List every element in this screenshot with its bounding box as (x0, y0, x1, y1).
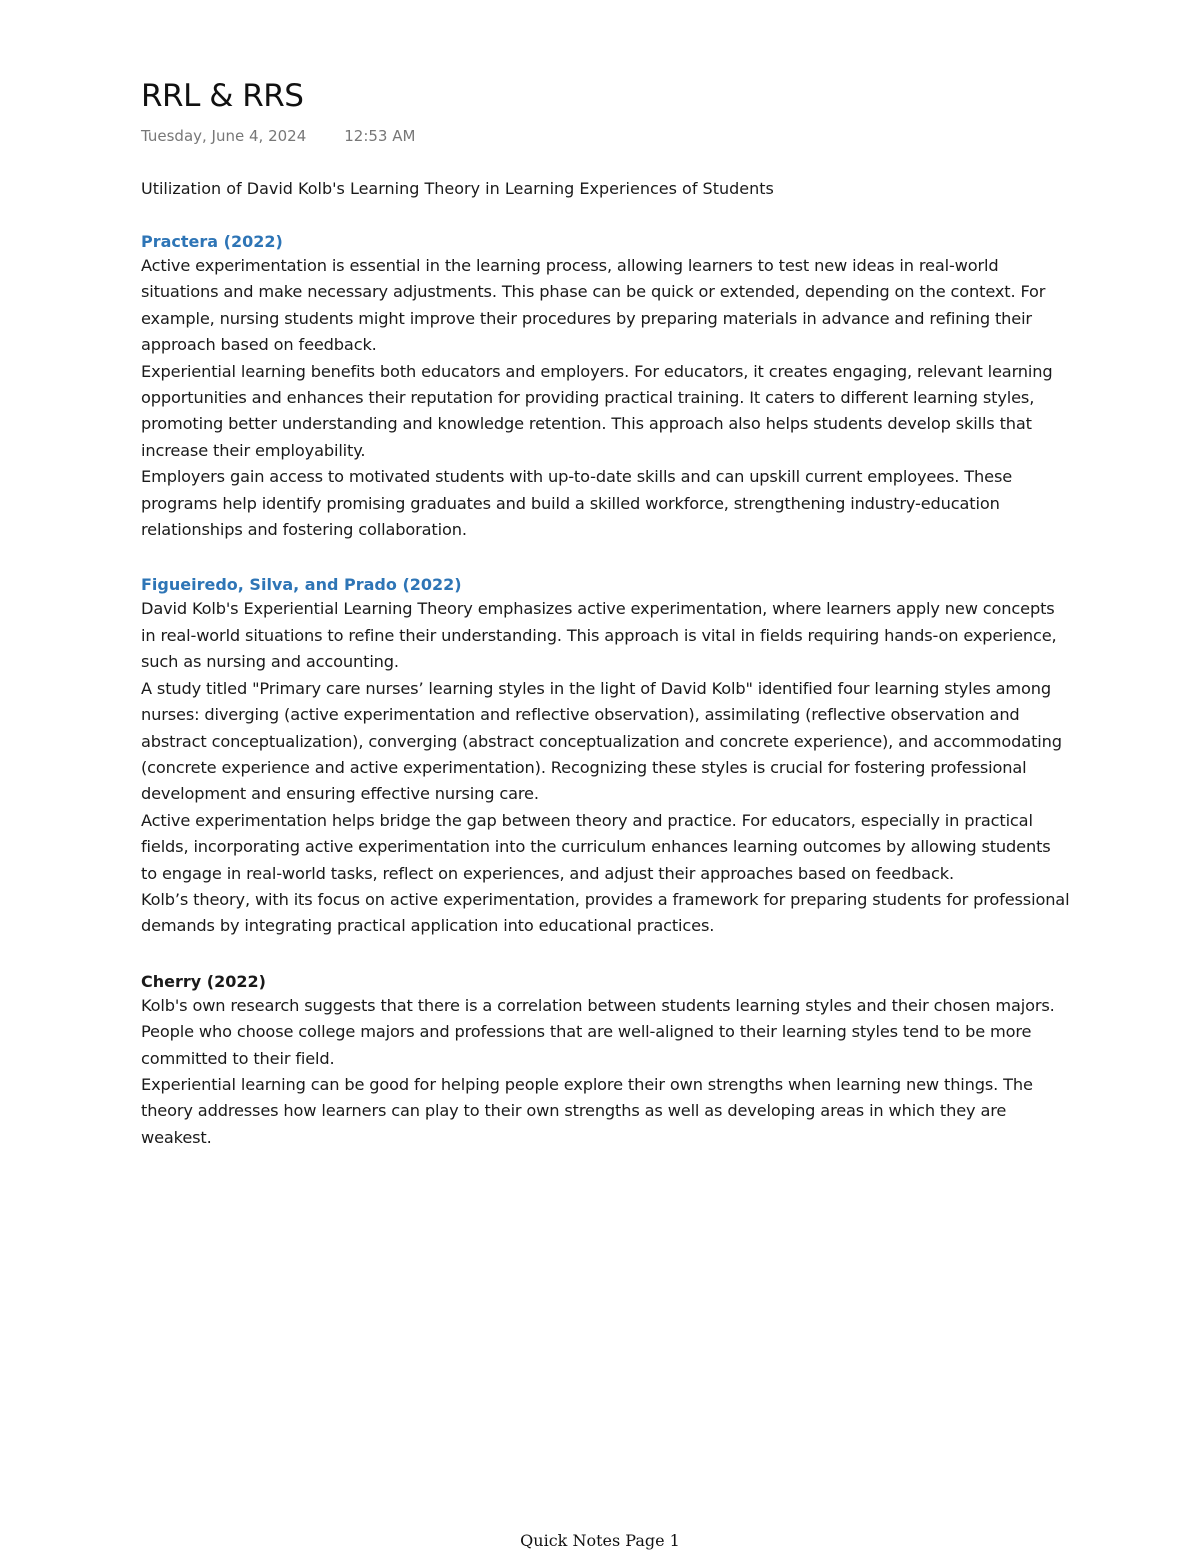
paragraph: Experiential learning can be good for helping people explore their own strengths when learning new things. The theory addresses how learners can play to their own strengths as well as developing areas in which they are weakest. (141, 1074, 1033, 1147)
paragraph: Kolb’s theory, with its focus on active experimentation, provides a framework for preparing students for professional demands by integrating practical application into educational practices. (141, 889, 1070, 936)
paragraph: Active experimentation is essential in the learning process, allowing learners to test new ideas in real-world situations and make necessary adjustments. This phase can be quick or extended, depending on the context. For example, nursing students might improve their procedures by preparing materials in advance and refining their approach based on feedback. (141, 256, 1046, 355)
paragraph: Experiential learning benefits both educators and employers. For educators, it creates engaging, relevant learning opportunities and enhances their reputation for providing practical training. It caters to different learning styles, promoting better understanding and knowledge retention. This approach also helps students develop skills that increase their employability. (141, 361, 1053, 460)
paragraph: David Kolb's Experiential Learning Theory emphasizes active experimentation, where learners apply new concepts in real-world situations to refine their understanding. This approach is vital in fields requiring hands-on experience, such as nursing and accounting. (141, 599, 1057, 672)
page-title: RRL & RRS (141, 78, 304, 114)
section-heading-figueiredo: Figueiredo, Silva, and Prado (2022) (141, 575, 462, 595)
section-heading-practera: Practera (2022) (141, 232, 283, 251)
note-time: 12:53 AM (344, 127, 416, 145)
paragraph: Kolb's own research suggests that there is a correlation between students learning styles and their chosen majors. People who choose college majors and professions that are well-aligned to their learning styles tend to be more committed to their field. (141, 995, 1055, 1068)
paragraph: Employers gain access to motivated students with up-to-date skills and can upskill current employees. These programs help identify promising graduates and build a skilled workforce, strengthening industry-education relationships and fostering collaboration. (141, 467, 1013, 540)
note-date: Tuesday, June 4, 2024 (141, 127, 307, 145)
note-subtitle: Utilization of David Kolb's Learning Theory in Learning Experiences of Students (141, 179, 774, 198)
paragraph: Active experimentation helps bridge the gap between theory and practice. For educators, especially in practical fields, incorporating active experimentation into the curriculum enhances learning outcomes by allowing students to engage in real-world tasks, reflect on experiences, and adjust their approaches based on feedback. (141, 810, 1051, 883)
note-timestamp (141, 126, 1071, 146)
note-page (141, 74, 1071, 1151)
paragraph: A study titled "Primary care nurses’ learning styles in the light of David Kolb" identified four learning styles among nurses: diverging (active experimentation and reflective observation), assimilating (reflective observation and abstract conceptualization), converging (abstract conceptualization and concrete experience), and accommodating (concrete experience and active experimentation). Recognizing these styles is crucial for fostering professional development and ensuring effective nursing care. (141, 678, 1062, 804)
section-heading-cherry: Cherry (2022) (141, 971, 266, 991)
page-footer: Quick Notes Page 1 (520, 1531, 680, 1550)
